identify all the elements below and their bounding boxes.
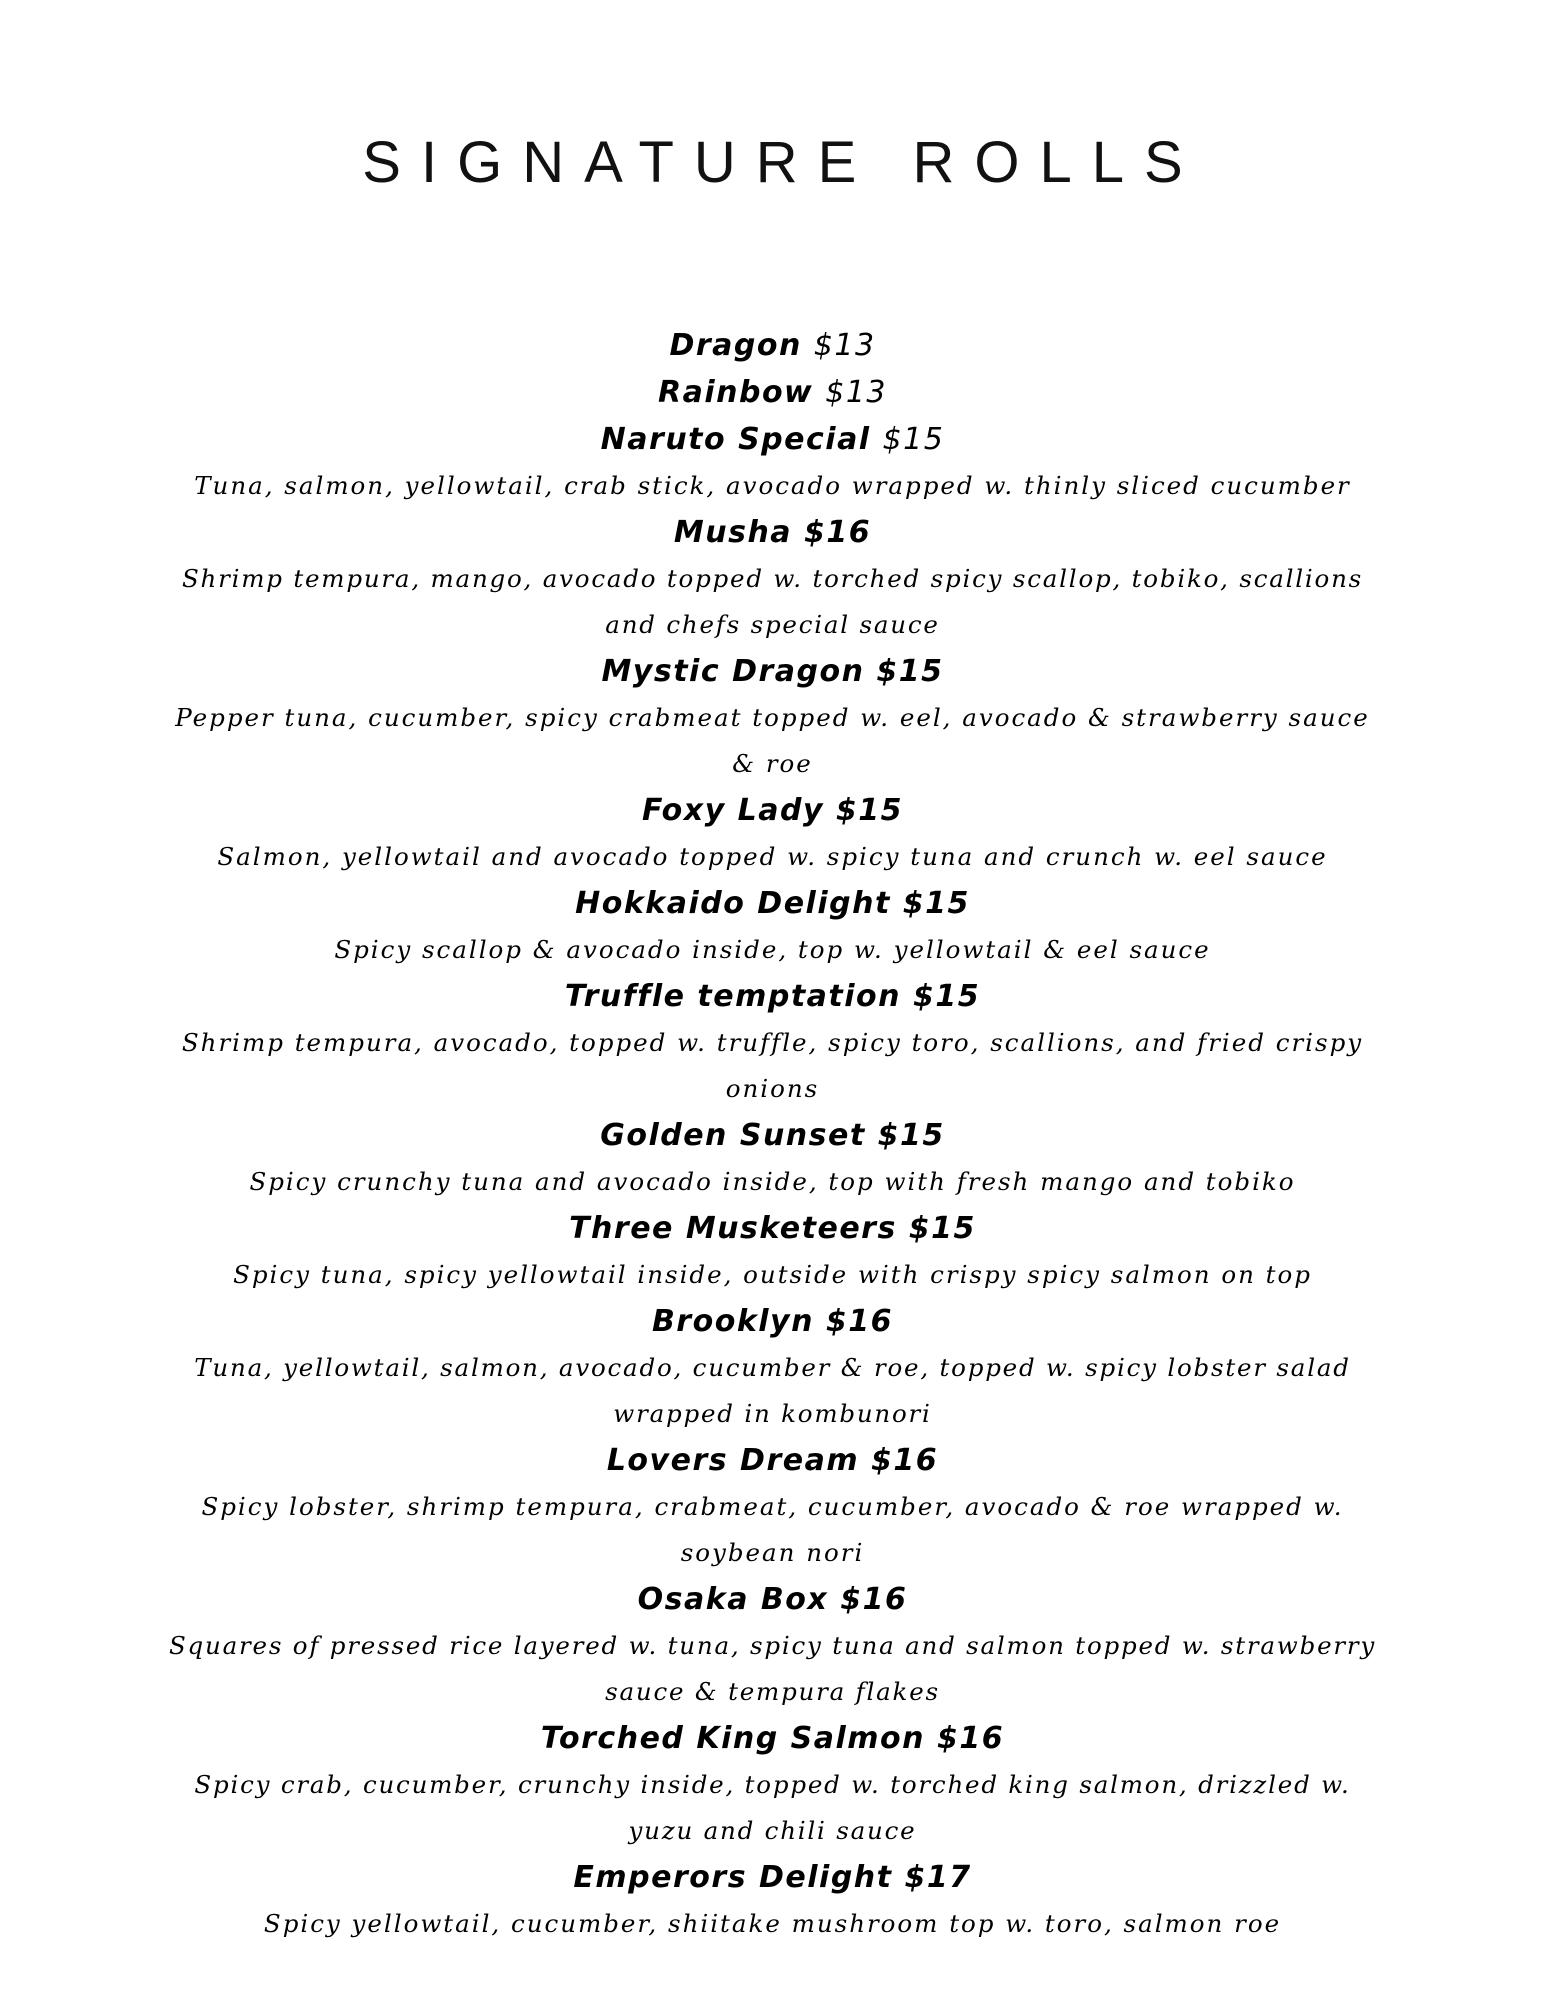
item-price: $16 [871, 1443, 939, 1478]
item-description: Pepper tuna, cucumber, spicy crabmeat topped w. eel, avocado & strawberry sauce & roe [175, 703, 1370, 778]
list-item [160, 787, 1385, 880]
list-item [160, 648, 1385, 787]
list-item [160, 1298, 1385, 1437]
item-name: Three Musketeers [569, 1211, 897, 1246]
item-price: $17 [904, 1860, 972, 1895]
item-heading [160, 322, 1385, 369]
item-heading [160, 648, 1385, 695]
item-heading [160, 1715, 1385, 1762]
page-title: SIGNATURE ROLLS [362, 130, 1203, 195]
item-price: $16 [936, 1721, 1005, 1756]
list-item [160, 322, 1385, 369]
item-name: Foxy Lady [641, 793, 824, 828]
item-name: Hokkaido Delight [575, 886, 891, 921]
list-item [160, 1437, 1385, 1576]
item-price: $13 [825, 375, 887, 410]
item-heading [160, 1205, 1385, 1252]
item-name: Golden Sunset [600, 1118, 866, 1153]
item-name: Emperors Delight [573, 1860, 893, 1895]
item-name: Torched King Salmon [540, 1721, 925, 1756]
list-item [160, 1205, 1385, 1298]
item-description: Spicy crunchy tuna and avocado inside, top with fresh mango and tobiko [249, 1167, 1296, 1196]
item-description: Shrimp tempura, mango, avocado topped w. torched spicy scallop, tobiko, scallions and chefs special sauce [181, 564, 1364, 639]
item-name: Musha [673, 515, 793, 550]
item-description: Tuna, yellowtail, salmon, avocado, cucumber & roe, topped w. spicy lobster salad wrapped in kombunori [194, 1353, 1351, 1428]
list-item [160, 880, 1385, 973]
item-price: $15 [902, 886, 970, 921]
item-description: Squares of pressed rice layered w. tuna, spicy tuna and salmon topped w. strawberry sauce & tempura flakes [168, 1631, 1377, 1706]
list-item [160, 1112, 1385, 1205]
item-price: $15 [912, 979, 981, 1014]
list-item [160, 973, 1385, 1112]
list-item [160, 1576, 1385, 1715]
item-heading [160, 973, 1385, 1020]
item-price: $15 [882, 422, 945, 457]
item-heading [160, 369, 1385, 416]
item-name: Naruto Special [600, 422, 871, 457]
item-price: $16 [840, 1582, 908, 1617]
item-name: Dragon [669, 328, 802, 363]
item-description: Tuna, salmon, yellowtail, crab stick, avocado wrapped w. thinly sliced cucumber [194, 471, 1351, 500]
item-price: $16 [825, 1304, 894, 1339]
item-description: Spicy tuna, spicy yellowtail inside, outside with crispy spicy salmon on top [233, 1260, 1312, 1289]
list-item [160, 509, 1385, 648]
item-price: $15 [877, 1118, 945, 1153]
list-item [160, 1854, 1385, 1947]
item-name: Lovers Dream [606, 1443, 860, 1478]
item-name: Truffle temptation [564, 979, 902, 1014]
list-item [160, 369, 1385, 416]
list-item [160, 1715, 1385, 1854]
item-description: Shrimp tempura, avocado, topped w. truffle, spicy toro, scallions, and fried crispy onions [181, 1028, 1364, 1103]
item-price: $15 [908, 1211, 976, 1246]
item-price: $15 [835, 793, 904, 828]
list-item [160, 416, 1385, 509]
item-price: $15 [876, 654, 944, 689]
item-description: Spicy yellowtail, cucumber, shiitake mushroom top w. toro, salmon roe [263, 1909, 1282, 1938]
item-heading [160, 416, 1385, 463]
item-heading [160, 787, 1385, 834]
item-heading [160, 880, 1385, 927]
item-name: Brooklyn [651, 1304, 814, 1339]
item-heading [160, 1437, 1385, 1484]
roll-list [160, 322, 1385, 1947]
item-name: Mystic Dragon [601, 654, 865, 689]
item-price: $13 [813, 328, 876, 363]
item-name: Rainbow [657, 375, 814, 410]
item-description: Spicy lobster, shrimp tempura, crabmeat, cucumber, avocado & roe wrapped w. soybean nori [201, 1492, 1344, 1567]
item-price: $16 [804, 515, 872, 550]
item-heading [160, 509, 1385, 556]
item-description: Salmon, yellowtail and avocado topped w. spicy tuna and crunch w. eel sauce [217, 842, 1328, 871]
item-heading [160, 1112, 1385, 1159]
item-heading [160, 1576, 1385, 1623]
item-heading [160, 1854, 1385, 1901]
item-name: Osaka Box [637, 1582, 829, 1617]
item-heading [160, 1298, 1385, 1345]
item-description: Spicy crab, cucumber, crunchy inside, topped w. torched king salmon, drizzled w. yuzu and chili sauce [194, 1770, 1351, 1845]
item-description: Spicy scallop & avocado inside, top w. yellowtail & eel sauce [334, 935, 1211, 964]
